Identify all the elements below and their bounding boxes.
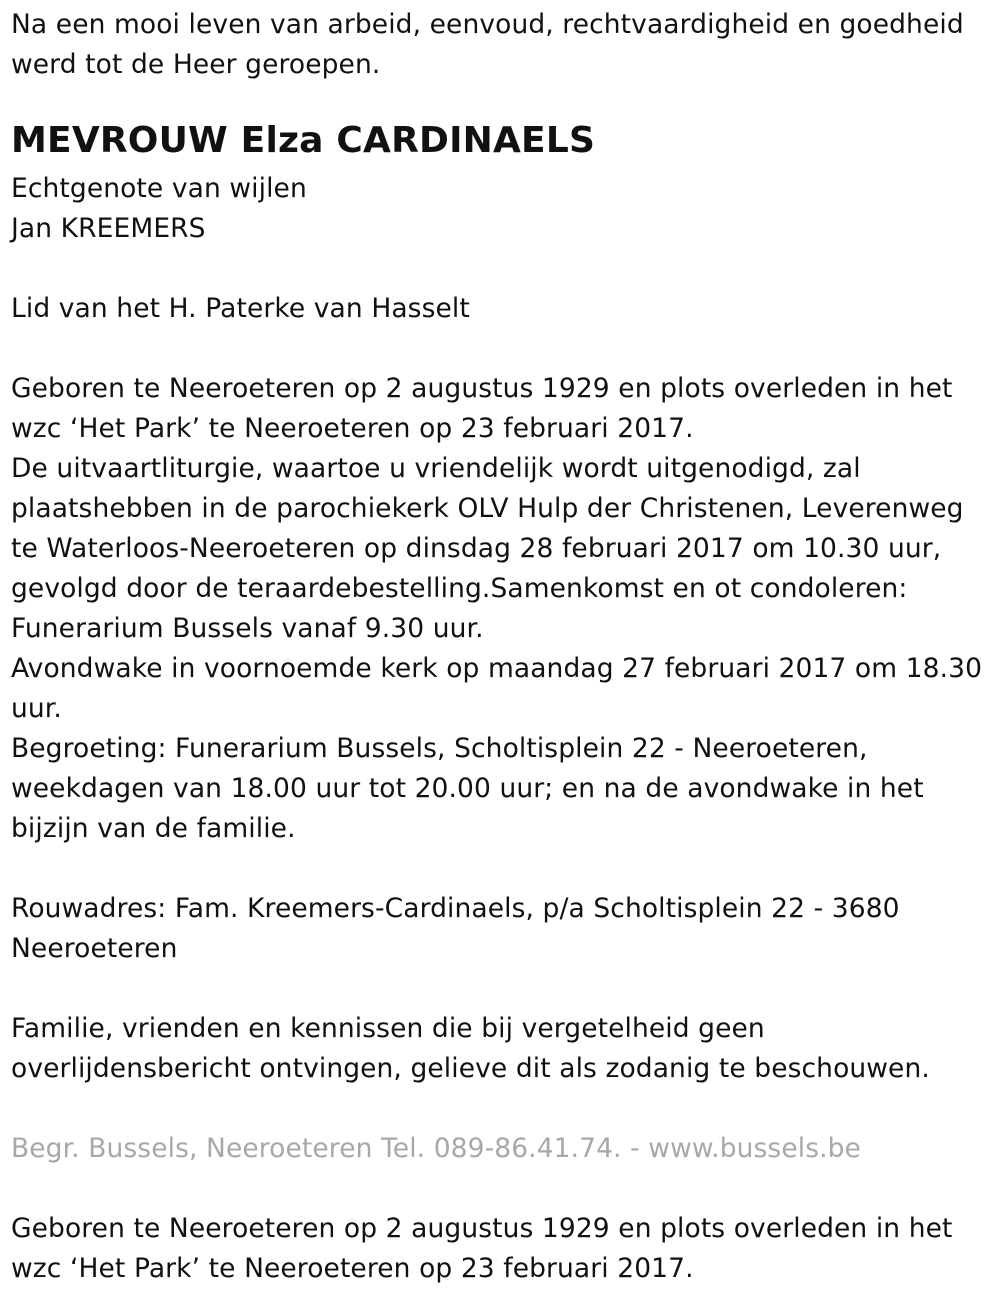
details-line: Funerarium Bussels vanaf 9.30 uur. <box>11 613 484 644</box>
undertaker-footer: Begr. Bussels, Neeroeteren Tel. 089-86.41.74. - www.bussels.be <box>11 1133 861 1164</box>
details-line: bijzijn van de familie. <box>11 813 296 844</box>
address-paragraph <box>11 889 986 969</box>
spouse-line: Echtgenote van wijlen <box>11 173 307 204</box>
intro-line: werd tot de Heer geroepen. <box>11 49 381 80</box>
summary-line: Geboren te Neeroeteren op 2 augustus 1929 en plots overleden in het <box>11 1213 953 1244</box>
summary-paragraph <box>11 1209 986 1289</box>
summary-line: wzc ‘Het Park’ te Neeroeteren op 23 februari 2017. <box>11 1253 694 1284</box>
details-line: Begroeting: Funerarium Bussels, Scholtisplein 22 - Neeroeteren, <box>11 733 868 764</box>
address-line: Neeroeteren <box>11 933 178 964</box>
details-line: plaatshebben in de parochiekerk OLV Hulp der Christenen, Leverenweg <box>11 493 964 524</box>
deceased-name: MEVROUW Elza CARDINAELS <box>11 120 596 161</box>
details-line: uur. <box>11 693 62 724</box>
intro-paragraph <box>11 5 986 85</box>
intro-line: Na een mooi leven van arbeid, eenvoud, rechtvaardigheid en goedheid <box>11 9 964 40</box>
details-line: wzc ‘Het Park’ te Neeroeteren op 23 februari 2017. <box>11 413 694 444</box>
notice-line: overlijdensbericht ontvingen, gelieve dit als zodanig te beschouwen. <box>11 1053 930 1084</box>
details-line: weekdagen van 18.00 uur tot 20.00 uur; en na de avondwake in het <box>11 773 924 804</box>
membership-line: Lid van het H. Paterke van Hasselt <box>11 293 470 324</box>
obituary-document <box>11 5 986 1289</box>
details-line: Avondwake in voornoemde kerk op maandag 27 februari 2017 om 18.30 <box>11 653 983 684</box>
details-line: Geboren te Neeroeteren op 2 augustus 1929 en plots overleden in het <box>11 373 953 404</box>
details-line: te Waterloos-Neeroeteren op dinsdag 28 februari 2017 om 10.30 uur, <box>11 533 942 564</box>
notice-paragraph <box>11 1009 986 1089</box>
details-paragraph <box>11 369 986 849</box>
details-line: De uitvaartliturgie, waartoe u vriendelijk wordt uitgenodigd, zal <box>11 453 861 484</box>
spouse-block <box>11 169 986 249</box>
details-line: gevolgd door de teraardebestelling.Samenkomst en ot condoleren: <box>11 573 908 604</box>
notice-line: Familie, vrienden en kennissen die bij vergetelheid geen <box>11 1013 765 1044</box>
spouse-line: Jan KREEMERS <box>11 213 206 244</box>
address-line: Rouwadres: Fam. Kreemers-Cardinaels, p/a Scholtisplein 22 - 3680 <box>11 893 900 924</box>
